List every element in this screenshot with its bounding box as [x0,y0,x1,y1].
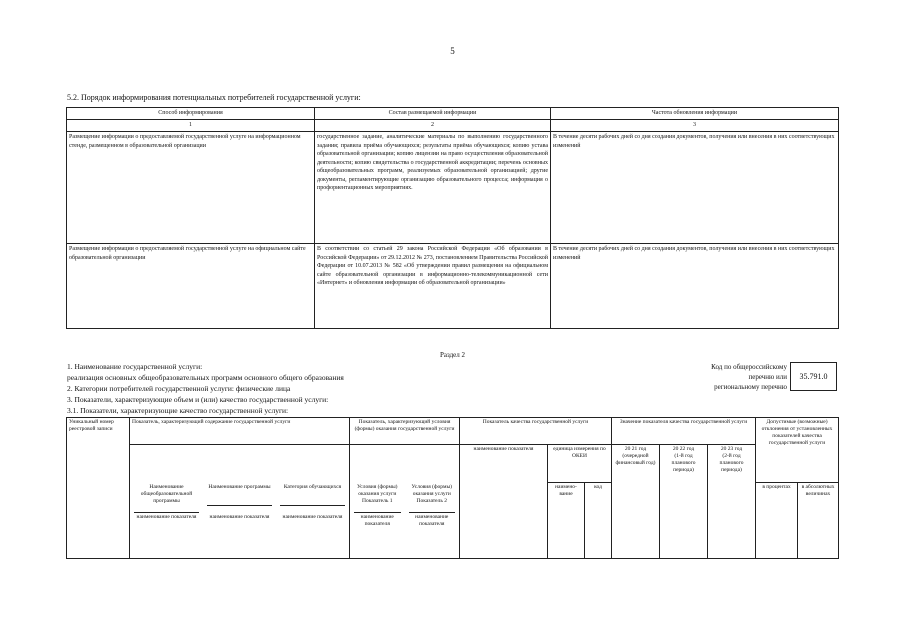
condition-col-1 [350,483,405,530]
underline [352,505,403,514]
indicator-name-header: наименование показателя [460,445,548,559]
header-frequency: Частота обновления информации [551,108,839,120]
content-col-3-title: Категория обучающихся [283,484,342,490]
content-col-1 [130,483,203,530]
consumer-category: 2. Категории потребителей государственной услуги: физические лица [67,384,291,393]
condition-cols [350,445,460,559]
page-number: 5 [450,46,455,56]
registry-code-label [627,362,787,392]
quality-indicators-label: 3.1. Показатели, характеризующие качество государственной услуги: [67,406,289,415]
percent-header: в процентах [756,483,798,559]
quality-indicator-header: Показатель качества государственной услуги [460,418,612,445]
year-1-label: 20 21 год [624,446,647,452]
spacer [130,445,349,483]
underline-bar [354,505,401,513]
section-title: Раздел 2 [439,351,466,359]
content-subtable [130,445,349,530]
section-5-2-title: 5.2. Порядок информирования потенциальных потребителей государственной услуги: [67,93,361,102]
content-col-3-sub: наименование показателя [282,514,343,520]
header-content: Состав размещаемой информации [315,108,551,120]
unit-header: единица измерения по ОКЕИ [548,445,612,483]
col-number: 2 [315,120,551,132]
col-number: 3 [551,120,839,132]
underline-bar [409,505,456,513]
row1-content: государственное задание, аналитические материалы по выполнению государственного задания; правила приёма обучающихся; результаты приёма обучающихся; копию устава образовательной организации; копию лицензии на право осуществления образовательной деятельности; копию свидетельства о государственной аккредитации; перечень основных общеобразовательных программ, реализуемых образовательной организацией; другие документы, регламентирующие организацию образовательного процесса; информация о профориентационных мероприятиях. [315,132,551,244]
allowed-deviation-header: Допустимые (возможные) отклонения от установленных показателей качества государственной услуги [756,418,839,483]
service-name-value: реализация основных общеобразовательных программ основного общего образования [67,373,344,382]
conditions-indicator-header: Показатель, характеризующий условия (формы) оказания государственной услуги [350,418,460,445]
header-method: Способ информирования [67,108,315,120]
registry-code-label-line: Код по общероссийскому [711,363,787,371]
underline [132,505,201,514]
quality-values-header: Значение показателя качества государственной услуги [612,418,756,445]
row2-content: В соответствии со статьей 29 закона Российской Федерации «Об образовании в Российской Федерации» от 29.12.2012 № 273, постановлением Правительства Российской Федерации от 10.07.2013 № 582 «Об утверждении правил размещения на официальном сайте образовательной организации в информационно-телекоммуникационной сети «Интернет» и обновления информации об образовательной организации» [315,244,551,329]
absolute-header: в абсолютных величинах [798,483,839,559]
unit-name-header: наимено-вание [548,483,585,559]
content-col-1-sub: наименование показателя [136,514,197,520]
unit-code-header: код [585,483,612,559]
row1-method: Размещение информации о предоставляемой государственной услуге на информационном стенде, размещенном в образовательной организации [67,132,315,244]
content-col-2 [203,483,276,530]
year-3-label: 20 23 год [720,446,743,452]
underline-bar [207,498,272,506]
year-2-note: (1-й год планового периода) [671,453,696,473]
content-indicator-header: Показатель, характеризующий содержание государственной услуги [130,418,350,445]
condition-col-1-title: Условия (формы) оказания услуги Показатель 1 [357,484,398,504]
year-2-label: 20 22 год [672,446,695,452]
underline [407,505,458,514]
year-1-note: (очередной финансовый год) [615,453,656,466]
condition-col-1-sub: наименование показателя [360,514,394,527]
quality-indicators-table [66,417,839,559]
volume-quality-label: 3. Показатели, характеризующие объем и (или) качество государственной услуги: [67,395,329,404]
year-3-note: (2-й год планового периода) [719,453,744,473]
year-2-header [660,445,708,559]
content-col-1-title: Наименование общеобразовательной программы [140,484,193,504]
content-col-3 [276,483,349,530]
unique-number-header: Уникальный номер реестровой записи [67,418,130,559]
spacer [350,445,459,483]
underline [278,498,347,514]
content-col-2-title: Наименование программы [208,484,271,490]
underline-bar [280,498,345,506]
underline-bar [134,505,199,513]
information-table [66,107,839,329]
registry-code-label-line: перечню или [748,373,787,381]
condition-col-2 [405,483,460,530]
condition-col-2-title: Условия (формы) оказания услуги Показатель 2 [411,484,452,504]
year-3-header [708,445,756,559]
col-number: 1 [67,120,315,132]
row2-method: Размещение информации о предоставляемой государственной услуге на официальном сайте образовательной организации [67,244,315,329]
row1-frequency: В течение десяти рабочих дней со дня создания документов, получения или внесения в них соответствующих изменений [551,132,839,244]
underline [205,498,274,514]
year-1-header [612,445,660,559]
condition-col-2-sub: наименование показателя [415,514,449,527]
content-col-2-sub: наименование показателя [209,514,270,520]
registry-code-value: 35.791.0 [790,362,837,391]
service-name-label: 1. Наименование государственной услуги: [67,362,203,371]
registry-code-label-line: региональному перечню [714,383,787,391]
condition-subtable [350,445,459,530]
row2-frequency: В течение десяти рабочих дней со дня создания документов, получения или внесения в них соответствующих изменений [551,244,839,329]
content-cols [130,445,350,559]
